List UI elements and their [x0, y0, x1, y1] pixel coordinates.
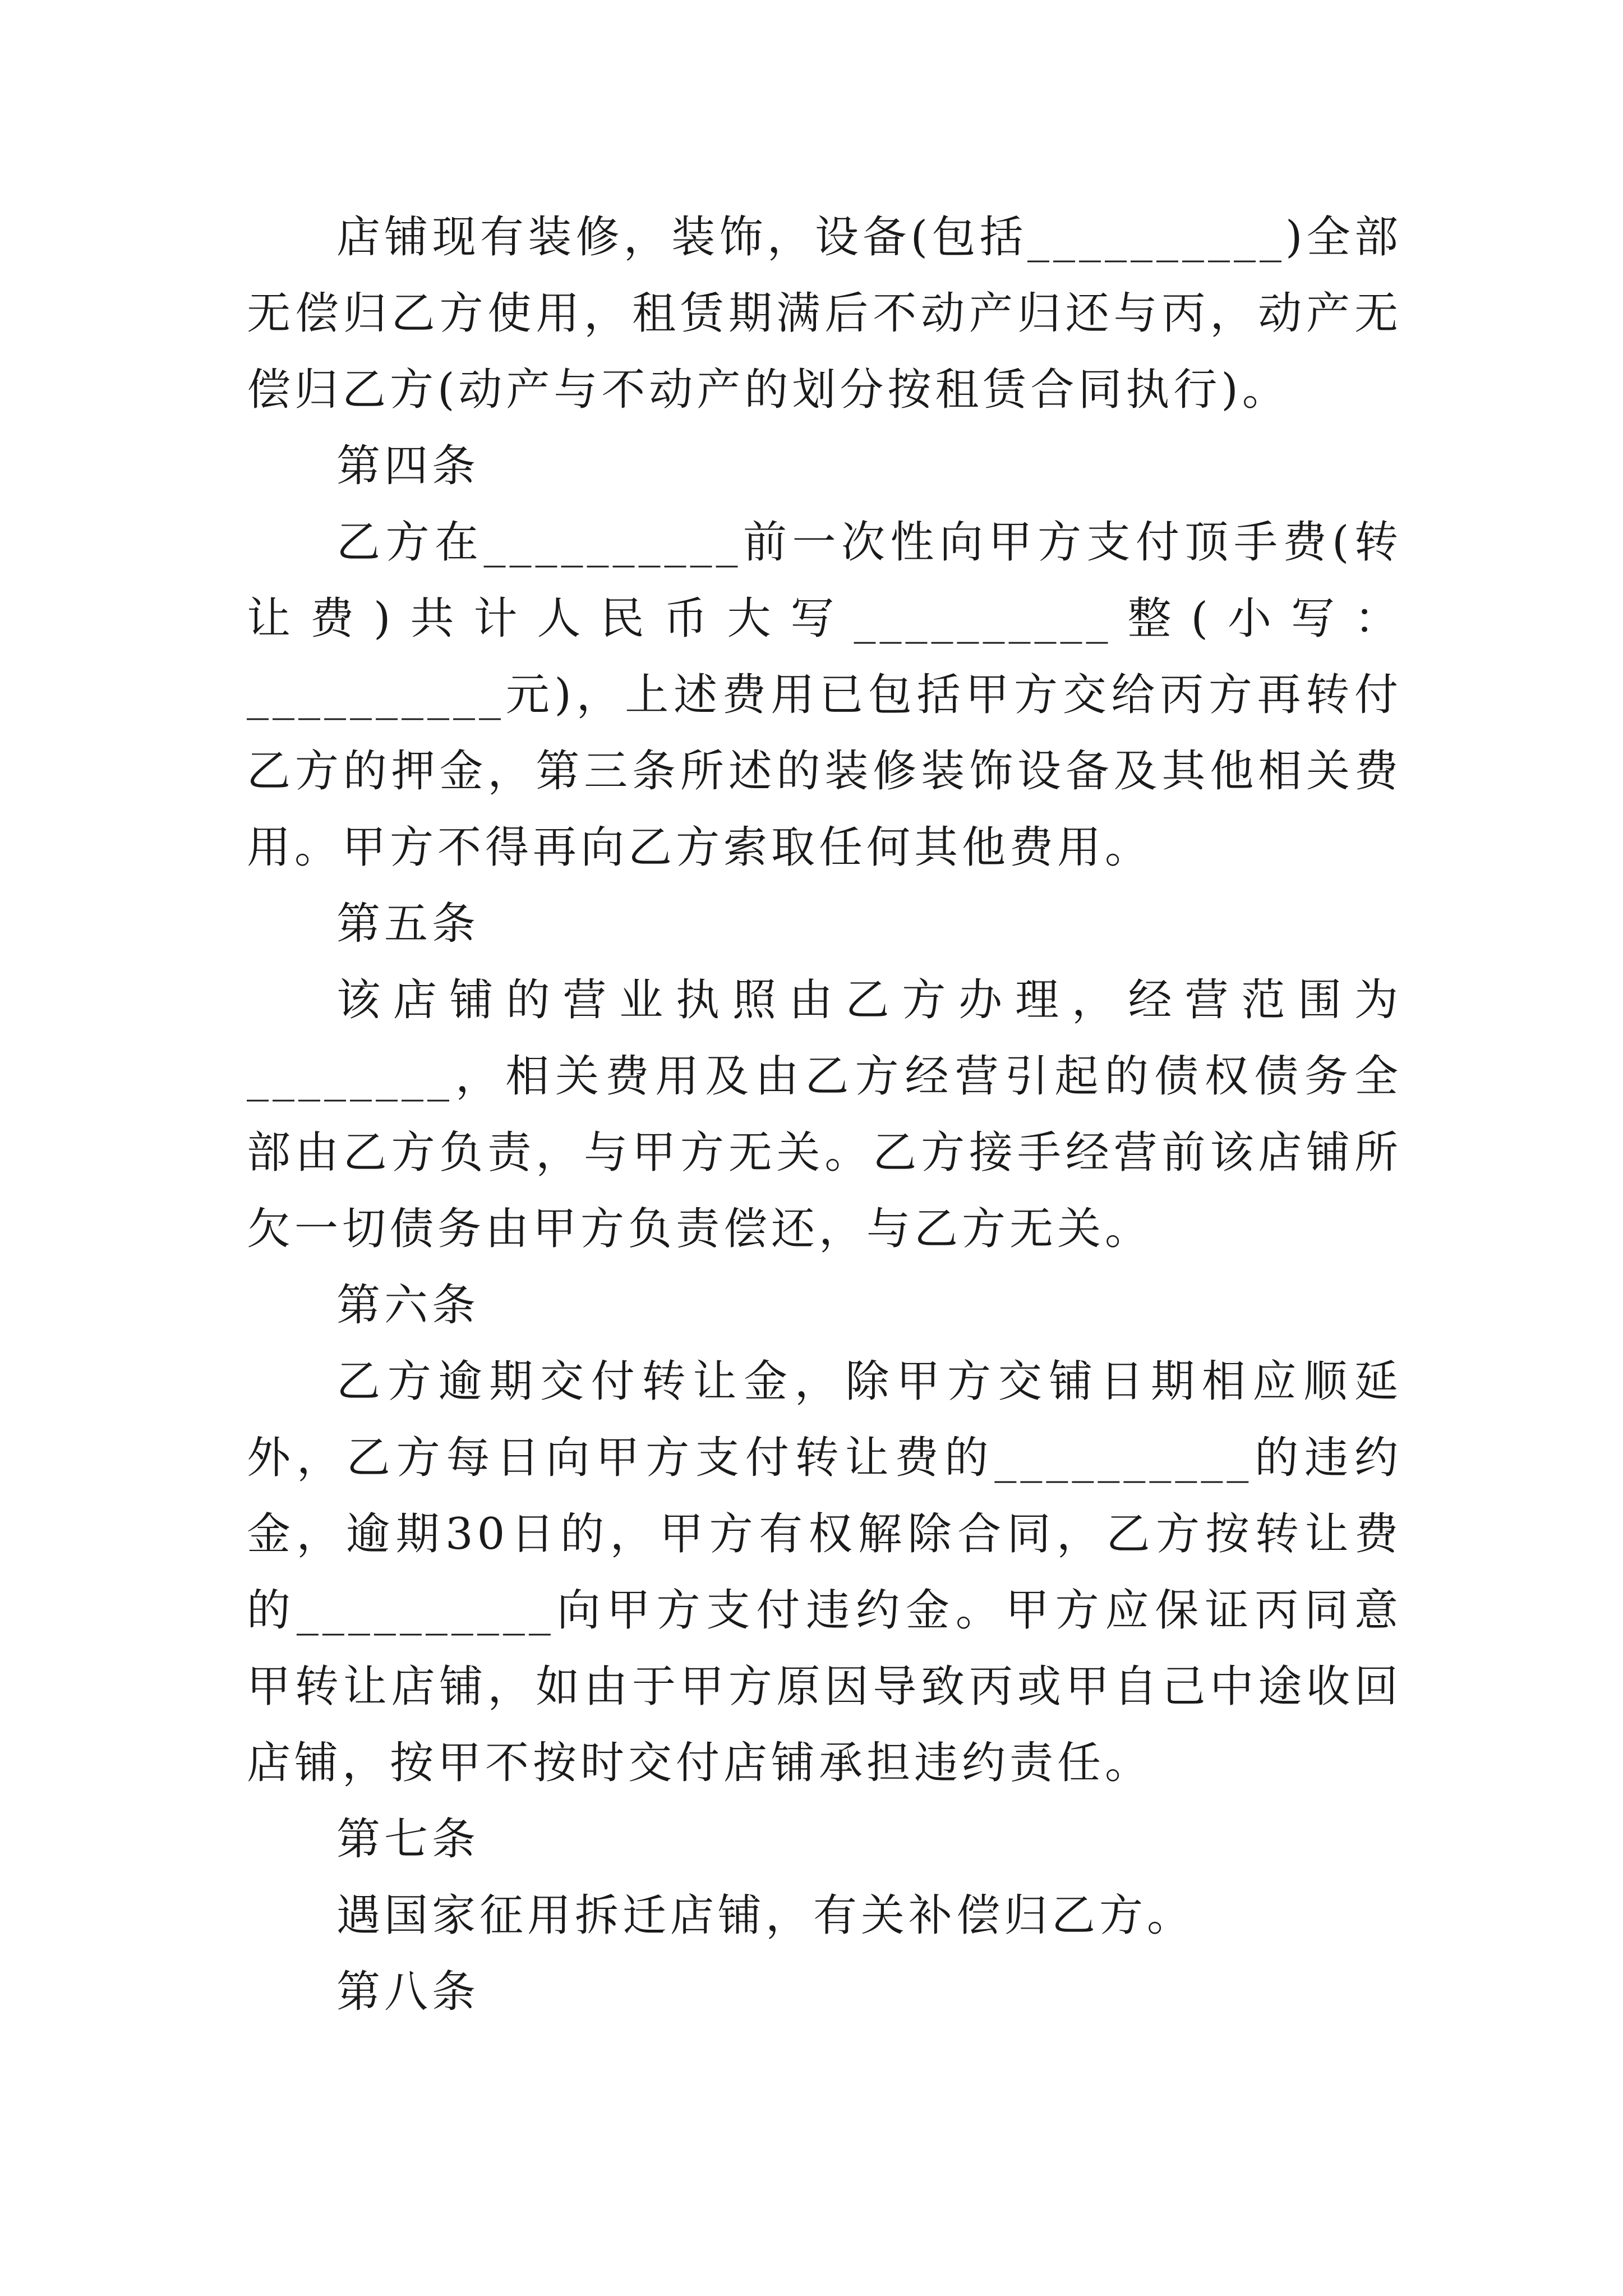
heading-article-6: 第六条 — [336, 1280, 480, 1331]
paragraph-business-license-clause: 该店铺的营业执照由乙方办理，经营范围为________，相关费用及由乙方经营引起的债权债务全部由乙方负责，与甲方无关。乙方接手经营前该店铺所欠一切债务由甲方负责偿还，与乙方无关。 — [247, 975, 1402, 1254]
paragraph-penalty-clause: 乙方逾期交付转让金，除甲方交铺日期相应顺延外，乙方每日向甲方支付转让费的__________的违约金，逾期30日的，甲方有权解除合同，乙方按转让费的__________向甲方支付违约金。甲方应保证丙同意甲转让店铺，如由于甲方原因导致丙或甲自己中途收回店铺，按甲不按时交付店铺承担违约责任。 — [247, 1356, 1402, 1788]
paragraph-transfer-fee-clause: 乙方在__________前一次性向甲方支付顶手费(转让费)共计人民币大写__________整(小写：__________元)，上述费用已包括甲方交给丙方再转付乙方的押金，第三条所述的装修装饰设备及其他相关费用。甲方不得再向乙方索取任何其他费用。 — [247, 517, 1402, 873]
paragraph-compensation-clause: 遇国家征用拆迁店铺，有关补偿归乙方。 — [336, 1890, 1195, 1941]
heading-article-7: 第七条 — [336, 1814, 480, 1865]
contract-body — [247, 199, 1402, 2030]
heading-article-5: 第五条 — [336, 899, 480, 949]
paragraph-decoration-clause: 店铺现有装修，装饰，设备(包括__________)全部无偿归乙方使用，租赁期满后不动产归还与丙，动产无偿归乙方(动产与不动产的划分按租赁合同执行)。 — [247, 212, 1402, 415]
heading-article-8: 第八条 — [336, 1967, 480, 2017]
heading-article-4: 第四条 — [336, 441, 480, 491]
